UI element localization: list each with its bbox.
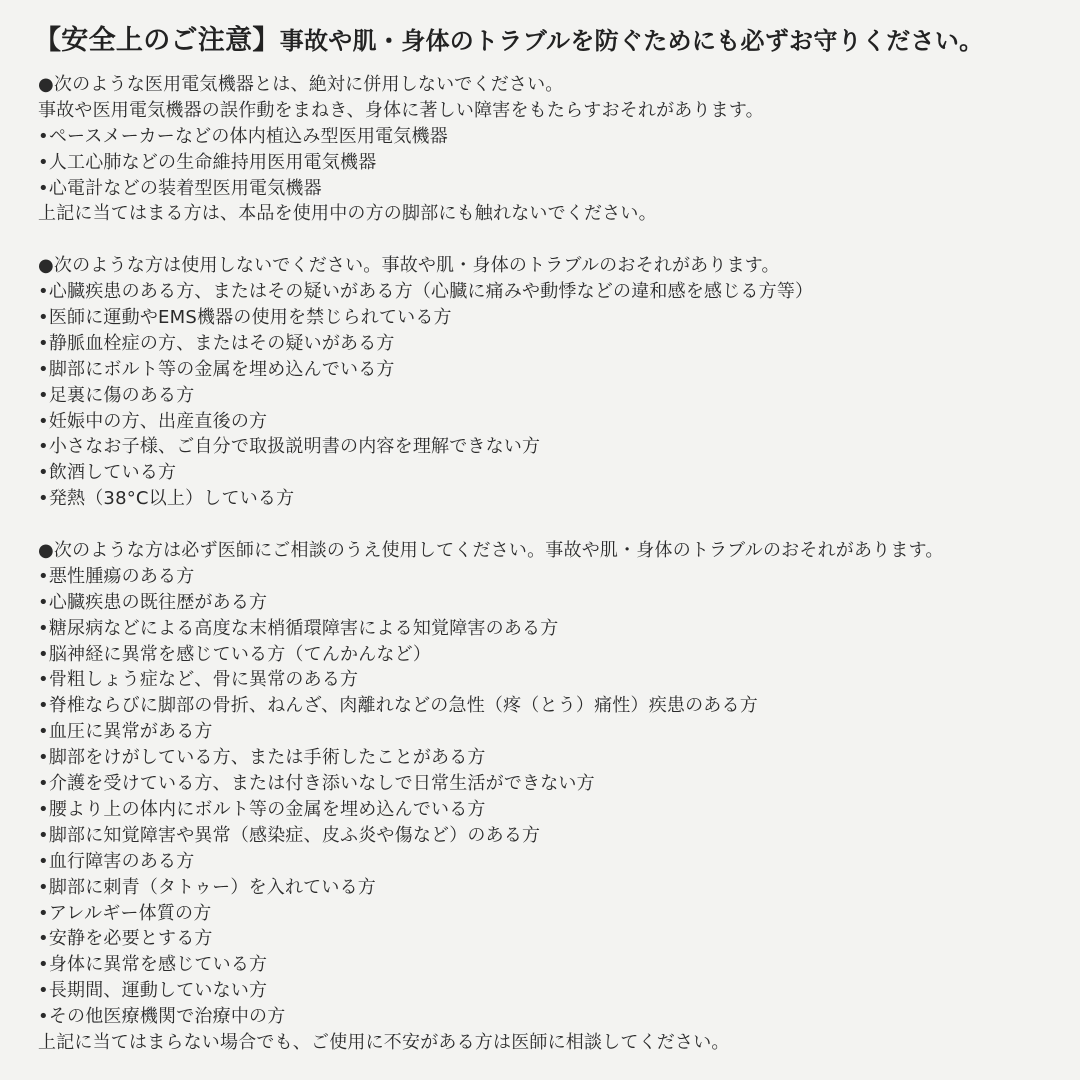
list-item: •心臓疾患の既往歴がある方 (38, 591, 268, 613)
title-subtitle: 事故や肌・身体のトラブルを防ぐためにも必ずお守りください。 (279, 27, 984, 55)
list-item: •介護を受けている方、または付き添いなしで日常生活ができない方 (38, 773, 595, 795)
list-item: •悪性腫瘍のある方 (38, 565, 195, 587)
section-heading: ●次のような医用電気機器とは、絶対に併用しないでください。 (38, 74, 564, 95)
title-heading: 【安全上のご注意】 (34, 25, 280, 56)
list-item: •安静を必要とする方 (38, 928, 213, 950)
list-item: •長期間、運動していない方 (38, 980, 268, 1002)
section-heading: ●次のような方は必ず医師にご相談のうえ使用してください。事故や肌・身体のトラブルのおそれがあります。 (38, 540, 944, 562)
list-item: •妊娠中の方、出産直後の方 (38, 410, 268, 432)
list-item: •小さなお子様、ご自分で取扱説明書の内容を理解できない方 (38, 436, 541, 458)
list-item: •血圧に異常がある方 (38, 721, 213, 743)
list-item: •脚部に知覚障害や異常（感染症、皮ふ炎や傷など）のある方 (38, 824, 541, 846)
list-item: •脚部をけがしている方、または手術したことがある方 (38, 747, 486, 769)
list-item: •心臓疾患のある方、またはその疑いがある方（心臓に痛みや動悸などの違和感を感じる方等） (38, 281, 814, 303)
section-medical-devices (38, 72, 1058, 227)
section-text: 上記に当てはまる方は、本品を使用中の方の脚部にも触れないでください。 (38, 203, 657, 225)
section-text: 上記に当てはまらない場合でも、ご使用に不安がある方は医師に相談してください。 (38, 1031, 730, 1053)
section-do-not-use (38, 253, 1058, 512)
list-item: •脚部にボルト等の金属を埋め込んでいる方 (38, 358, 395, 380)
list-item: •その他医療機関で治療中の方 (38, 1006, 286, 1028)
list-item: •脳神経に異常を感じている方（てんかんなど） (38, 643, 432, 665)
list-item: •アレルギー体質の方 (38, 902, 212, 924)
list-item: •飲酒している方 (38, 462, 177, 484)
section-spacer (38, 227, 1058, 253)
list-item: •心電計などの装着型医用電気機器 (38, 177, 322, 199)
list-item: •身体に異常を感じている方 (38, 954, 268, 976)
list-item: •ペースメーカーなどの体内植込み型医用電気機器 (38, 125, 448, 147)
list-item: •糖尿病などによる高度な末梢循環障害による知覚障害のある方 (38, 617, 559, 639)
notice-body (38, 72, 1058, 1056)
list-item: •骨粗しょう症など、骨に異常のある方 (38, 669, 359, 691)
list-item: •脚部に刺青（タトゥー）を入れている方 (38, 876, 376, 898)
section-heading: ●次のような方は使用しないでください。事故や肌・身体のトラブルのおそれがあります。 (38, 255, 780, 277)
list-item: •静脈血栓症の方、またはその疑いがある方 (38, 332, 395, 354)
list-item: •医師に運動やEMS機器の使用を禁じられている方 (38, 307, 452, 329)
list-item: •血行障害のある方 (38, 850, 195, 872)
list-item: •人工心肺などの生命維持用医用電気機器 (38, 151, 377, 173)
section-text: 事故や医用電気機器の誤作動をまねき、身体に著しい障害をもたらすおそれがあります。 (38, 99, 764, 121)
page-title (34, 24, 983, 58)
list-item: •脊椎ならびに脚部の骨折、ねんざ、肉離れなどの急性（疼（とう）痛性）疾患のある方 (38, 695, 758, 717)
list-item: •発熱（38°C以上）している方 (38, 488, 295, 510)
section-consult-doctor (38, 538, 1058, 1056)
section-spacer (38, 512, 1058, 538)
list-item: •腰より上の体内にボルト等の金属を埋め込んでいる方 (38, 798, 486, 820)
list-item: •足裏に傷のある方 (38, 384, 195, 406)
